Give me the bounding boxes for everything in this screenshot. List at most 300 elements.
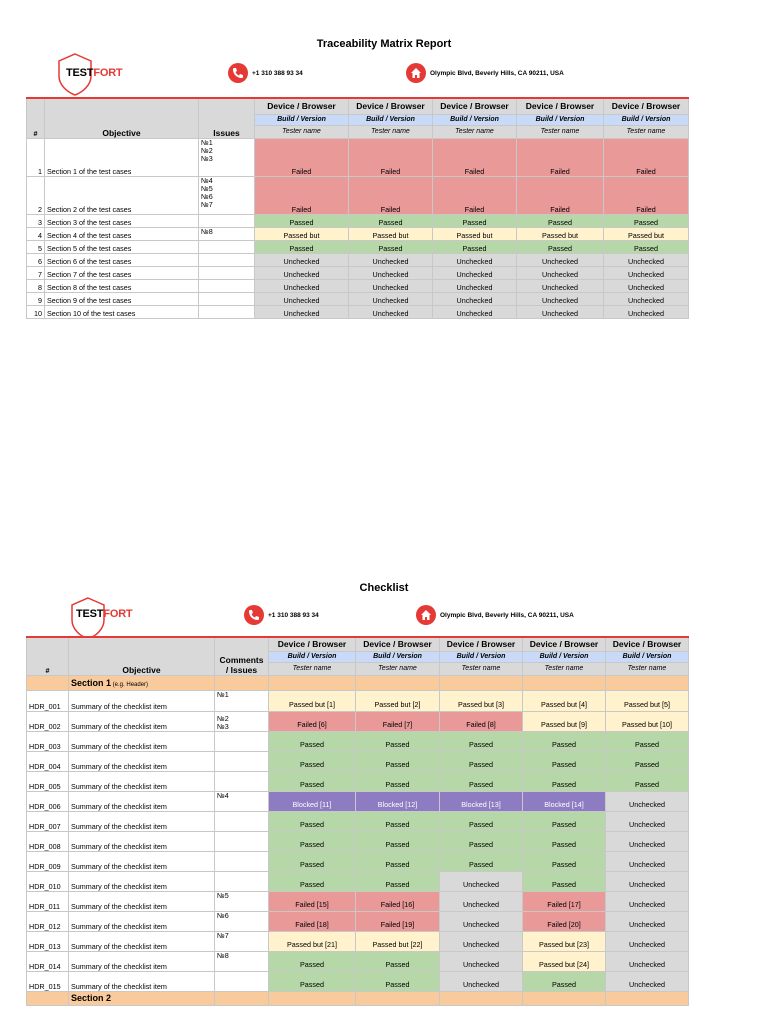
table-row xyxy=(27,931,689,951)
row-issues: №2 №3 xyxy=(215,711,269,731)
header-device-browser: Device / Browser xyxy=(604,98,689,114)
section-2-row xyxy=(27,991,689,1005)
status-cell: Passed xyxy=(606,751,689,771)
row-id: HDR_006 xyxy=(27,791,69,811)
section-cell xyxy=(356,675,440,690)
header-issues: Comments / Issues xyxy=(215,637,269,675)
section-cell xyxy=(215,991,269,1005)
table-row xyxy=(27,305,689,318)
table-row xyxy=(27,831,689,851)
status-cell: Passed xyxy=(269,771,356,791)
status-cell: Failed [16] xyxy=(356,891,440,911)
status-cell: Passed xyxy=(523,871,606,891)
status-cell: Failed [18] xyxy=(269,911,356,931)
header-device-browser: Device / Browser xyxy=(255,98,349,114)
checklist-table xyxy=(26,636,689,1006)
row-issues: №7 xyxy=(215,931,269,951)
status-cell: Passed xyxy=(269,851,356,871)
section-cell xyxy=(440,675,523,690)
row-number: 10 xyxy=(27,305,45,318)
status-cell: Unchecked xyxy=(604,279,689,292)
status-cell: Passed but xyxy=(255,227,349,240)
phone-number: +1 310 388 93 34 xyxy=(252,69,303,77)
status-cell: Blocked [11] xyxy=(269,791,356,811)
status-cell: Unchecked xyxy=(606,971,689,991)
status-cell: Unchecked xyxy=(255,253,349,266)
row-id: HDR_001 xyxy=(27,690,69,711)
row-issues xyxy=(215,811,269,831)
status-cell: Failed xyxy=(349,138,433,176)
phone-number-2: +1 310 388 93 34 xyxy=(268,611,319,619)
status-cell: Passed xyxy=(604,240,689,253)
status-cell: Passed xyxy=(604,214,689,227)
row-id: HDR_015 xyxy=(27,971,69,991)
row-objective: Summary of the checklist item xyxy=(69,971,215,991)
status-cell: Passed xyxy=(269,751,356,771)
section-cell xyxy=(215,675,269,690)
status-cell: Blocked [13] xyxy=(440,791,523,811)
address-contact xyxy=(406,63,564,83)
status-cell: Passed but xyxy=(604,227,689,240)
row-objective: Summary of the checklist item xyxy=(69,951,215,971)
status-cell: Unchecked xyxy=(604,266,689,279)
status-cell: Passed xyxy=(523,811,606,831)
status-cell: Unchecked xyxy=(433,266,517,279)
status-cell: Passed xyxy=(523,971,606,991)
status-cell: Passed xyxy=(269,971,356,991)
row-issues xyxy=(199,279,255,292)
row-objective: Summary of the checklist item xyxy=(69,711,215,731)
row-number: 4 xyxy=(27,227,45,240)
status-cell: Passed but xyxy=(349,227,433,240)
status-cell: Passed but [24] xyxy=(523,951,606,971)
row-id: HDR_007 xyxy=(27,811,69,831)
header-build-version: Build / Version xyxy=(517,114,604,125)
row-issues: №6 xyxy=(215,911,269,931)
status-cell: Passed but [3] xyxy=(440,690,523,711)
status-cell: Blocked [12] xyxy=(356,791,440,811)
header-tester-name: Tester name xyxy=(604,125,689,138)
table-row xyxy=(27,771,689,791)
row-issues xyxy=(199,253,255,266)
status-cell: Passed xyxy=(356,771,440,791)
status-cell: Passed but xyxy=(517,227,604,240)
status-cell: Unchecked xyxy=(440,931,523,951)
status-cell: Passed xyxy=(356,951,440,971)
row-number: 7 xyxy=(27,266,45,279)
row-id: HDR_005 xyxy=(27,771,69,791)
row-issues xyxy=(215,771,269,791)
status-cell: Passed xyxy=(433,214,517,227)
status-cell: Passed xyxy=(356,811,440,831)
row-number: 8 xyxy=(27,279,45,292)
status-cell: Passed xyxy=(523,851,606,871)
header-build-version: Build / Version xyxy=(606,651,689,662)
status-cell: Passed xyxy=(255,240,349,253)
row-issues: №4 xyxy=(215,791,269,811)
report-title: Traceability Matrix Report xyxy=(316,38,452,50)
status-cell: Unchecked xyxy=(440,971,523,991)
status-cell: Passed xyxy=(440,851,523,871)
section-cell xyxy=(440,991,523,1005)
header-device-browser: Device / Browser xyxy=(433,98,517,114)
status-cell: Passed xyxy=(606,731,689,751)
status-cell: Passed xyxy=(269,951,356,971)
header-device-browser: Device / Browser xyxy=(523,637,606,651)
status-cell: Passed xyxy=(440,811,523,831)
table-row xyxy=(27,176,689,214)
status-cell: Unchecked xyxy=(349,279,433,292)
phone-icon-2 xyxy=(244,605,264,625)
status-cell: Failed [19] xyxy=(356,911,440,931)
status-cell: Passed but [10] xyxy=(606,711,689,731)
status-cell: Unchecked xyxy=(606,891,689,911)
status-cell: Passed xyxy=(517,240,604,253)
status-cell: Unchecked xyxy=(440,891,523,911)
status-cell: Failed [8] xyxy=(440,711,523,731)
status-cell: Passed xyxy=(433,240,517,253)
row-objective: Summary of the checklist item xyxy=(69,731,215,751)
row-objective: Section 4 of the test cases xyxy=(45,227,199,240)
row-objective: Section 8 of the test cases xyxy=(45,279,199,292)
status-cell: Unchecked xyxy=(604,305,689,318)
row-issues xyxy=(215,831,269,851)
table-row xyxy=(27,711,689,731)
row-number: 2 xyxy=(27,176,45,214)
row-objective: Summary of the checklist item xyxy=(69,871,215,891)
table-row xyxy=(27,951,689,971)
header-device-browser: Device / Browser xyxy=(517,98,604,114)
section-label xyxy=(69,991,215,1005)
table-row xyxy=(27,811,689,831)
status-cell: Passed but [23] xyxy=(523,931,606,951)
status-cell: Unchecked xyxy=(606,911,689,931)
table-row xyxy=(27,971,689,991)
status-cell: Unchecked xyxy=(433,292,517,305)
status-cell: Passed xyxy=(523,751,606,771)
status-cell: Passed but [22] xyxy=(356,931,440,951)
row-id: HDR_002 xyxy=(27,711,69,731)
status-cell: Passed xyxy=(269,831,356,851)
status-cell: Passed xyxy=(523,831,606,851)
row-issues: №5 xyxy=(215,891,269,911)
header-objective: Objective xyxy=(69,637,215,675)
row-objective: Summary of the checklist item xyxy=(69,911,215,931)
status-cell: Unchecked xyxy=(255,279,349,292)
row-issues xyxy=(199,292,255,305)
table-row xyxy=(27,690,689,711)
status-cell: Failed xyxy=(433,138,517,176)
table-row xyxy=(27,292,689,305)
table-row xyxy=(27,227,689,240)
table-row xyxy=(27,240,689,253)
row-id: HDR_010 xyxy=(27,871,69,891)
row-objective: Summary of the checklist item xyxy=(69,811,215,831)
status-cell: Failed [17] xyxy=(523,891,606,911)
row-id: HDR_011 xyxy=(27,891,69,911)
row-issues: №1 №2 №3 xyxy=(199,138,255,176)
table-row xyxy=(27,871,689,891)
status-cell: Failed xyxy=(517,138,604,176)
section-note: (e.g. Header) xyxy=(111,681,149,688)
section-title: Section 1 xyxy=(71,677,112,688)
status-cell: Passed but xyxy=(433,227,517,240)
section-spacer xyxy=(27,675,69,690)
row-objective: Section 10 of the test cases xyxy=(45,305,199,318)
status-cell: Passed xyxy=(356,871,440,891)
row-id: HDR_008 xyxy=(27,831,69,851)
status-cell: Unchecked xyxy=(606,871,689,891)
section-cell xyxy=(523,991,606,1005)
row-id: HDR_003 xyxy=(27,731,69,751)
table-row xyxy=(27,791,689,811)
row-id: HDR_013 xyxy=(27,931,69,951)
row-issues xyxy=(215,751,269,771)
section-spacer xyxy=(27,991,69,1005)
section-cell xyxy=(523,675,606,690)
table-row xyxy=(27,731,689,751)
status-cell: Failed xyxy=(517,176,604,214)
phone-icon xyxy=(228,63,248,83)
testfort-logo-2: TESTFORT xyxy=(76,608,133,620)
status-cell: Unchecked xyxy=(517,292,604,305)
status-cell: Failed xyxy=(433,176,517,214)
status-cell: Unchecked xyxy=(433,279,517,292)
header-tester-name: Tester name xyxy=(433,125,517,138)
phone-contact xyxy=(228,63,303,83)
status-cell: Unchecked xyxy=(349,305,433,318)
row-objective: Section 1 of the test cases xyxy=(45,138,199,176)
status-cell: Unchecked xyxy=(349,266,433,279)
status-cell: Failed xyxy=(255,176,349,214)
status-cell: Unchecked xyxy=(604,292,689,305)
status-cell: Passed xyxy=(356,751,440,771)
header-device-browser: Device / Browser xyxy=(440,637,523,651)
status-cell: Passed xyxy=(269,731,356,751)
header-device-browser: Device / Browser xyxy=(356,637,440,651)
row-objective: Summary of the checklist item xyxy=(69,751,215,771)
header-tester-name: Tester name xyxy=(606,662,689,675)
status-cell: Failed xyxy=(349,176,433,214)
row-issues: №8 xyxy=(199,227,255,240)
status-cell: Unchecked xyxy=(349,292,433,305)
row-objective: Summary of the checklist item xyxy=(69,831,215,851)
status-cell: Passed xyxy=(356,971,440,991)
header-tester-name: Tester name xyxy=(255,125,349,138)
section-label xyxy=(69,675,215,690)
row-issues: №8 xyxy=(215,951,269,971)
row-objective: Summary of the checklist item xyxy=(69,771,215,791)
section-cell xyxy=(269,991,356,1005)
header-build-version: Build / Version xyxy=(433,114,517,125)
status-cell: Passed xyxy=(255,214,349,227)
status-cell: Unchecked xyxy=(517,305,604,318)
row-number: 9 xyxy=(27,292,45,305)
row-objective: Section 3 of the test cases xyxy=(45,214,199,227)
status-cell: Failed [15] xyxy=(269,891,356,911)
status-cell: Passed but [9] xyxy=(523,711,606,731)
row-objective: Section 6 of the test cases xyxy=(45,253,199,266)
status-cell: Passed xyxy=(349,240,433,253)
status-cell: Passed xyxy=(523,771,606,791)
row-objective: Summary of the checklist item xyxy=(69,690,215,711)
row-objective: Summary of the checklist item xyxy=(69,891,215,911)
table-row xyxy=(27,891,689,911)
header-build-version: Build / Version xyxy=(269,651,356,662)
header-tester-name: Tester name xyxy=(349,125,433,138)
status-cell: Unchecked xyxy=(349,253,433,266)
row-issues xyxy=(199,305,255,318)
status-cell: Unchecked xyxy=(440,911,523,931)
status-cell: Passed xyxy=(440,731,523,751)
traceability-table xyxy=(26,97,689,319)
header-number: # xyxy=(27,637,69,675)
row-objective: Summary of the checklist item xyxy=(69,931,215,951)
header-issues: Issues xyxy=(199,98,255,138)
status-cell: Unchecked xyxy=(606,811,689,831)
section-cell xyxy=(606,675,689,690)
row-id: HDR_014 xyxy=(27,951,69,971)
section-cell xyxy=(356,991,440,1005)
header-tester-name: Tester name xyxy=(356,662,440,675)
status-cell: Unchecked xyxy=(517,266,604,279)
status-cell: Failed xyxy=(604,138,689,176)
checklist-title: Checklist xyxy=(359,582,409,594)
status-cell: Unchecked xyxy=(606,851,689,871)
table-row xyxy=(27,253,689,266)
status-cell: Unchecked xyxy=(606,791,689,811)
status-cell: Passed xyxy=(269,811,356,831)
row-objective: Section 7 of the test cases xyxy=(45,266,199,279)
status-cell: Passed xyxy=(606,771,689,791)
section-cell xyxy=(606,991,689,1005)
header-tester-name: Tester name xyxy=(440,662,523,675)
table-row xyxy=(27,751,689,771)
header-device-browser: Device / Browser xyxy=(606,637,689,651)
status-cell: Failed xyxy=(255,138,349,176)
status-cell: Unchecked xyxy=(440,951,523,971)
status-cell: Passed xyxy=(440,751,523,771)
table-row xyxy=(27,138,689,176)
status-cell: Passed xyxy=(356,831,440,851)
row-id: HDR_009 xyxy=(27,851,69,871)
status-cell: Passed xyxy=(356,851,440,871)
row-objective: Summary of the checklist item xyxy=(69,851,215,871)
header-tester-name: Tester name xyxy=(523,662,606,675)
status-cell: Passed xyxy=(356,731,440,751)
row-issues xyxy=(199,266,255,279)
status-cell: Unchecked xyxy=(433,305,517,318)
row-issues: №1 xyxy=(215,690,269,711)
status-cell: Passed but [5] xyxy=(606,690,689,711)
header-build-version: Build / Version xyxy=(440,651,523,662)
status-cell: Passed but [2] xyxy=(356,690,440,711)
status-cell: Failed xyxy=(604,176,689,214)
status-cell: Unchecked xyxy=(255,266,349,279)
row-issues: №4 №5 №6 №7 xyxy=(199,176,255,214)
status-cell: Unchecked xyxy=(604,253,689,266)
header-build-version: Build / Version xyxy=(604,114,689,125)
status-cell: Passed xyxy=(269,871,356,891)
address-text: Olympic Blvd, Beverly Hills, CA 90211, USA xyxy=(430,69,564,77)
row-number: 3 xyxy=(27,214,45,227)
row-objective: Section 5 of the test cases xyxy=(45,240,199,253)
home-icon-2 xyxy=(416,605,436,625)
row-issues xyxy=(215,851,269,871)
status-cell: Unchecked xyxy=(517,279,604,292)
row-objective: Section 2 of the test cases xyxy=(45,176,199,214)
row-number: 1 xyxy=(27,138,45,176)
row-issues xyxy=(215,971,269,991)
status-cell: Passed but [1] xyxy=(269,690,356,711)
header-tester-name: Tester name xyxy=(517,125,604,138)
table-row xyxy=(27,911,689,931)
status-cell: Unchecked xyxy=(517,253,604,266)
status-cell: Blocked [14] xyxy=(523,791,606,811)
row-number: 5 xyxy=(27,240,45,253)
address-contact-2 xyxy=(416,605,574,625)
section-cell xyxy=(269,675,356,690)
row-issues xyxy=(215,731,269,751)
row-id: HDR_004 xyxy=(27,751,69,771)
status-cell: Passed xyxy=(440,771,523,791)
row-issues xyxy=(199,240,255,253)
status-cell: Unchecked xyxy=(606,931,689,951)
header-build-version: Build / Version xyxy=(356,651,440,662)
status-cell: Passed xyxy=(349,214,433,227)
address-text-2: Olympic Blvd, Beverly Hills, CA 90211, USA xyxy=(440,611,574,619)
row-objective: Summary of the checklist item xyxy=(69,791,215,811)
row-issues xyxy=(199,214,255,227)
status-cell: Unchecked xyxy=(433,253,517,266)
header-device-browser: Device / Browser xyxy=(349,98,433,114)
table-row xyxy=(27,851,689,871)
section-1-row xyxy=(27,675,689,690)
section-title: Section 2 xyxy=(71,993,112,1003)
status-cell: Unchecked xyxy=(606,831,689,851)
status-cell: Passed xyxy=(440,831,523,851)
testfort-logo: TESTFORT xyxy=(66,67,123,79)
status-cell: Unchecked xyxy=(606,951,689,971)
header-build-version: Build / Version xyxy=(349,114,433,125)
header-build-version: Build / Version xyxy=(255,114,349,125)
table-row xyxy=(27,214,689,227)
header-number: # xyxy=(27,98,45,138)
status-cell: Passed xyxy=(523,731,606,751)
status-cell: Passed but [21] xyxy=(269,931,356,951)
status-cell: Unchecked xyxy=(255,292,349,305)
row-issues xyxy=(215,871,269,891)
row-id: HDR_012 xyxy=(27,911,69,931)
row-number: 6 xyxy=(27,253,45,266)
header-tester-name: Tester name xyxy=(269,662,356,675)
header-objective: Objective xyxy=(45,98,199,138)
header-device-browser: Device / Browser xyxy=(269,637,356,651)
status-cell: Unchecked xyxy=(255,305,349,318)
status-cell: Failed [7] xyxy=(356,711,440,731)
row-objective: Section 9 of the test cases xyxy=(45,292,199,305)
home-icon xyxy=(406,63,426,83)
phone-contact-2 xyxy=(244,605,319,625)
status-cell: Passed but [4] xyxy=(523,690,606,711)
table-row xyxy=(27,266,689,279)
table-row xyxy=(27,279,689,292)
status-cell: Unchecked xyxy=(440,871,523,891)
header-build-version: Build / Version xyxy=(523,651,606,662)
status-cell: Passed xyxy=(517,214,604,227)
status-cell: Failed [20] xyxy=(523,911,606,931)
status-cell: Failed [6] xyxy=(269,711,356,731)
